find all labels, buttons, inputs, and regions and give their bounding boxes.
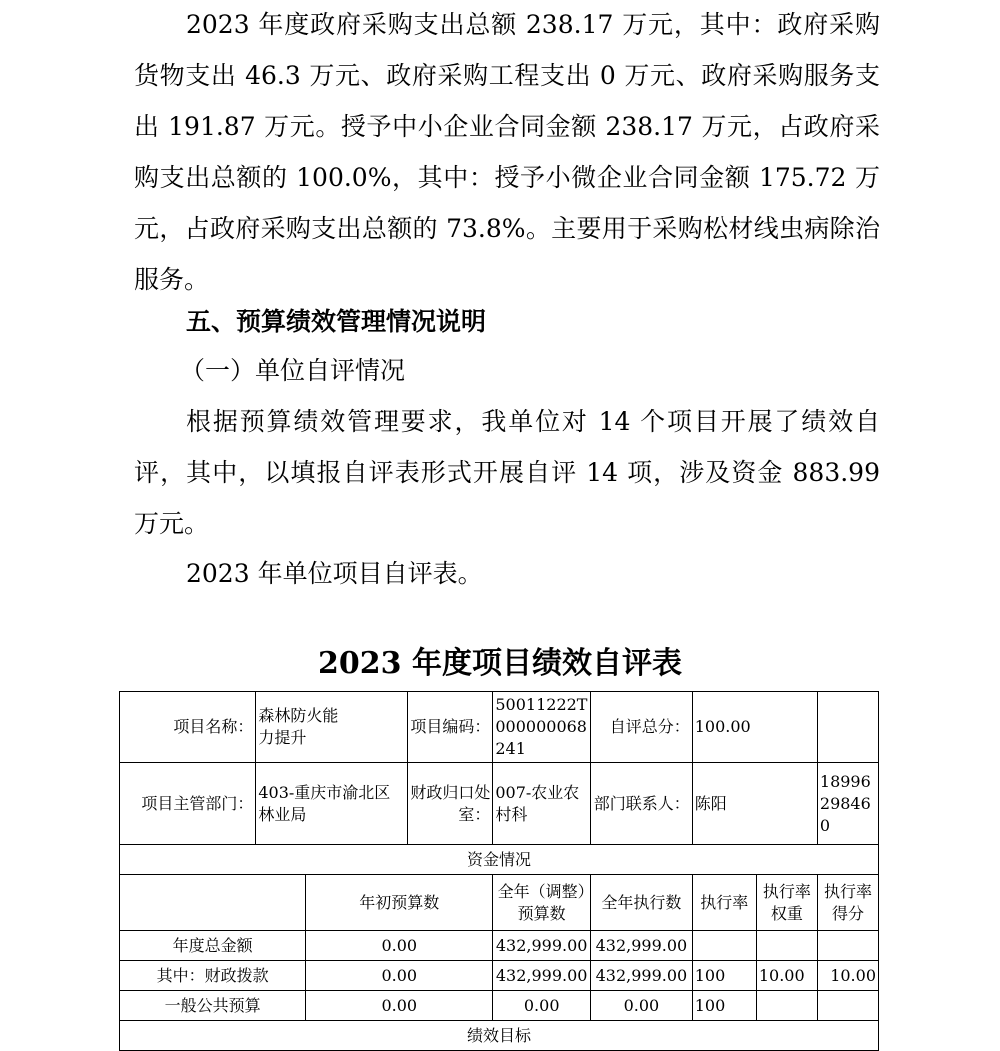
project-eval-table xyxy=(119,691,879,1051)
cell-adjusted: 0.00 xyxy=(493,991,591,1021)
cell-adjusted: 432,999.00 xyxy=(493,931,591,961)
section-heading-performance: 五、预算绩效管理情况说明 xyxy=(186,307,487,336)
project-code-label: 项目编码： xyxy=(407,692,492,763)
project-name-value: 森林防火能力提升 xyxy=(256,692,408,763)
project-code-value: 50011222T000000068241 xyxy=(493,692,591,763)
score-label: 自评总分： xyxy=(591,692,693,763)
col-header-score: 执行率得分 xyxy=(817,875,878,931)
cell-executed: 432,999.00 xyxy=(591,931,693,961)
cell-weight xyxy=(756,991,817,1021)
project-name-label: 项目名称： xyxy=(120,692,256,763)
cell-score xyxy=(817,931,878,961)
cell-score xyxy=(817,991,878,1021)
col-header-weight: 执行率权重 xyxy=(756,875,817,931)
cell-initial: 0.00 xyxy=(306,961,493,991)
cell-rate: 100 xyxy=(692,961,756,991)
phone-value: 18996298460 xyxy=(819,771,871,835)
cell-score: 10.00 xyxy=(817,961,878,991)
self-eval-paragraph: 根据预算绩效管理要求，我单位对 14 个项目开展了绩效自评，其中，以填报自评表形式开展自评 14 项，涉及资金 883.99 万元。 xyxy=(134,407,880,538)
goals-header: 绩效目标 xyxy=(120,1021,879,1051)
table-row xyxy=(120,991,879,1021)
score-value: 100.00 xyxy=(692,692,817,763)
empty-cell xyxy=(817,692,878,763)
cell-executed: 432,999.00 xyxy=(591,961,693,991)
row-label: 年度总金额 xyxy=(120,931,306,961)
cell-rate xyxy=(692,931,756,961)
row-label: 其中：财政拨款 xyxy=(120,961,306,991)
cell-weight: 10.00 xyxy=(756,961,817,991)
funds-header: 资金情况 xyxy=(120,845,879,875)
cell-rate: 100 xyxy=(692,991,756,1021)
table-row xyxy=(120,961,879,991)
col-header-initial: 年初预算数 xyxy=(306,875,493,931)
table-title: 2023 年度项目绩效自评表 xyxy=(318,646,682,681)
row-label: 一般公共预算 xyxy=(120,991,306,1021)
table-row xyxy=(120,875,879,931)
finance-value: 007-农业农村科 xyxy=(493,763,591,845)
dept-label: 项目主管部门： xyxy=(120,763,256,845)
finance-label: 财政归口处室： xyxy=(407,763,492,845)
table-row xyxy=(120,1021,879,1051)
table-row xyxy=(120,931,879,961)
contact-label: 部门联系人： xyxy=(591,763,693,845)
procurement-paragraph: 2023 年度政府采购支出总额 238.17 万元，其中：政府采购货物支出 46.3 万元、政府采购工程支出 0 万元、政府采购服务支出 191.87 万元。授予中小企业合同金额 238.17 万元，占政府采购支出总额的 100.0%，其中：授予小微企业合同金额 175.72 万元，占政府采购支出总额的 73.8%。主要用于采购松材线虫病除治服务。 xyxy=(134,10,880,294)
cell-adjusted: 432,999.00 xyxy=(493,961,591,991)
table-row xyxy=(120,763,879,845)
col-header-adjusted: 全年（调整）预算数 xyxy=(493,875,591,931)
cell-executed: 0.00 xyxy=(591,991,693,1021)
cell-weight xyxy=(756,931,817,961)
cell-initial: 0.00 xyxy=(306,931,493,961)
empty-cell xyxy=(120,875,306,931)
dept-value: 403-重庆市渝北区林业局 xyxy=(256,763,408,845)
table-row xyxy=(120,845,879,875)
col-header-rate: 执行率 xyxy=(692,875,756,931)
col-header-executed: 全年执行数 xyxy=(591,875,693,931)
table-row xyxy=(120,692,879,763)
cell-initial: 0.00 xyxy=(306,991,493,1021)
table-intro-paragraph: 2023 年单位项目自评表。 xyxy=(186,559,483,588)
contact-value: 陈阳 xyxy=(692,763,817,845)
subsection-heading-self-eval: （一）单位自评情况 xyxy=(180,356,406,385)
phone-cell xyxy=(817,763,878,845)
